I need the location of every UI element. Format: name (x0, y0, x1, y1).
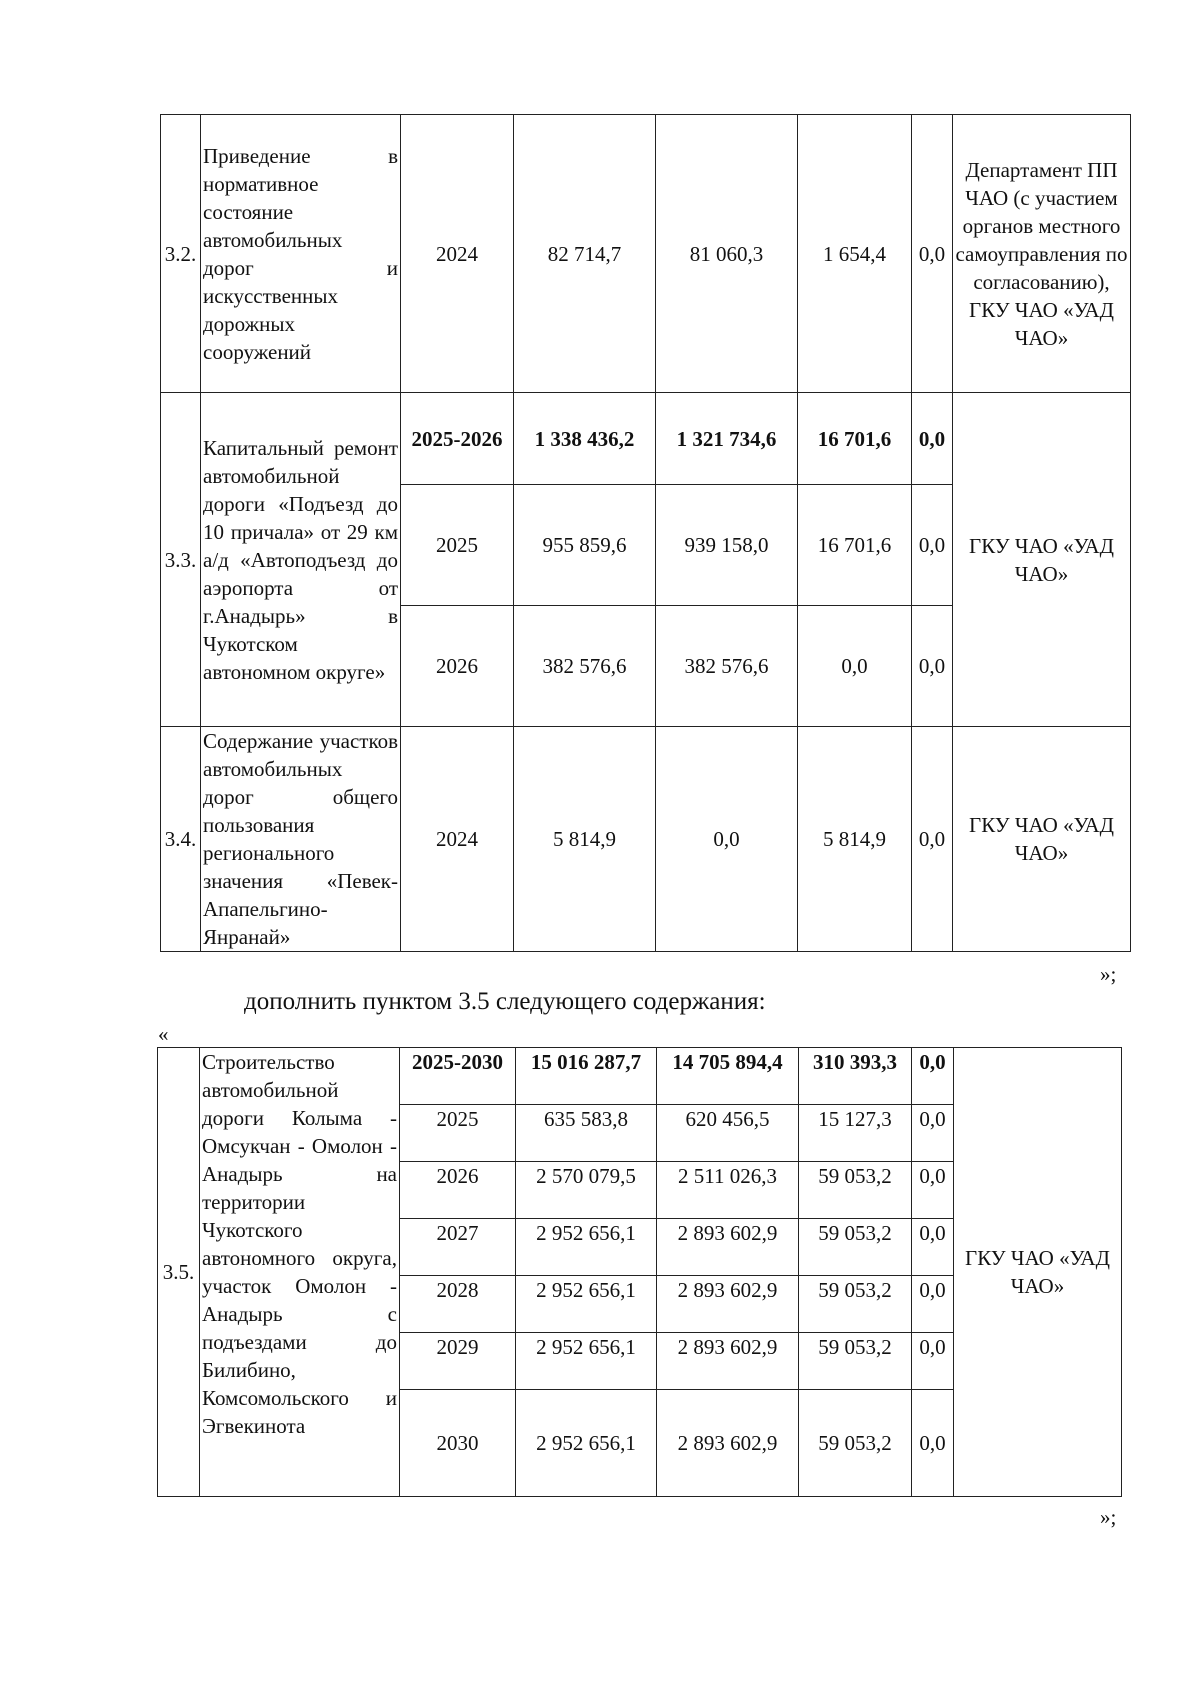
total-cell: 955 859,6 (514, 485, 656, 606)
federal-budget-cell: 1 321 734,6 (656, 393, 798, 485)
regional-budget-cell: 15 127,3 (799, 1105, 912, 1162)
measure-name: Строительство автомобильной дороги Колыма - Омсукчан - Омолон - Анадырь на территории Чукотского автономного округа, участок Омолон - Анадырь с подъездами до Билибино, Комсомольского и Эгвекинота (200, 1048, 400, 1497)
opening-quote: « (158, 1022, 169, 1046)
other-sources-cell: 0,0 (912, 1162, 954, 1219)
table-row-3-5-total (158, 1048, 1122, 1105)
total-cell: 2 952 656,1 (516, 1276, 657, 1333)
federal-budget-cell: 939 158,0 (656, 485, 798, 606)
year-cell: 2024 (401, 115, 514, 393)
total-cell: 635 583,8 (516, 1105, 657, 1162)
regional-budget-cell: 5 814,9 (798, 727, 912, 952)
responsible-executor: ГКУ ЧАО «УАД ЧАО» (954, 1048, 1122, 1497)
table-row-3-2 (161, 115, 1131, 393)
year-cell: 2026 (401, 606, 514, 727)
measure-name: Приведение в нормативное состояние автомобильных дорог и искусственных дорожных сооружений (201, 115, 401, 393)
federal-budget-cell: 2 893 602,9 (657, 1390, 799, 1497)
regional-budget-cell: 59 053,2 (799, 1219, 912, 1276)
regional-budget-cell: 310 393,3 (799, 1048, 912, 1105)
year-cell: 2024 (401, 727, 514, 952)
total-cell: 5 814,9 (514, 727, 656, 952)
responsible-executor: ГКУ ЧАО «УАД ЧАО» (953, 393, 1131, 727)
regional-budget-cell: 59 053,2 (799, 1162, 912, 1219)
regional-budget-cell: 0,0 (798, 606, 912, 727)
federal-budget-cell: 2 893 602,9 (657, 1219, 799, 1276)
other-sources-cell: 0,0 (912, 1333, 954, 1390)
total-cell: 15 016 287,7 (516, 1048, 657, 1105)
regional-budget-cell: 59 053,2 (799, 1390, 912, 1497)
total-cell: 1 338 436,2 (514, 393, 656, 485)
other-sources-cell: 0,0 (912, 1048, 954, 1105)
federal-budget-cell: 2 893 602,9 (657, 1333, 799, 1390)
year-cell: 2025 (400, 1105, 516, 1162)
total-cell: 2 952 656,1 (516, 1333, 657, 1390)
federal-budget-cell: 620 456,5 (657, 1105, 799, 1162)
total-cell: 2 952 656,1 (516, 1219, 657, 1276)
federal-budget-cell: 382 576,6 (656, 606, 798, 727)
total-cell: 82 714,7 (514, 115, 656, 393)
other-sources-cell: 0,0 (912, 1390, 954, 1497)
regional-budget-cell: 16 701,6 (798, 393, 912, 485)
other-sources-cell: 0,0 (912, 1105, 954, 1162)
row-number: 3.5. (158, 1048, 200, 1497)
federal-budget-cell: 81 060,3 (656, 115, 798, 393)
year-cell: 2026 (400, 1162, 516, 1219)
other-sources-cell: 0,0 (912, 727, 953, 952)
measure-name: Капитальный ремонт автомобильной дороги «Подъезд до 10 причала» от 29 км а/д «Автоподъезд до аэропорта от г.Анадырь» в Чукотском автономном округе» (201, 393, 401, 727)
federal-budget-cell: 14 705 894,4 (657, 1048, 799, 1105)
other-sources-cell: 0,0 (912, 1219, 954, 1276)
regional-budget-cell: 16 701,6 (798, 485, 912, 606)
other-sources-cell: 0,0 (912, 393, 953, 485)
total-cell: 2 570 079,5 (516, 1162, 657, 1219)
responsible-executor: Департамент ПП ЧАО (с участием органов местного самоуправления по согласованию), ГКУ ЧАО «УАД ЧАО» (953, 115, 1131, 393)
program-table-part-2 (157, 1047, 1122, 1497)
total-cell: 2 952 656,1 (516, 1390, 657, 1497)
amendment-text: дополнить пунктом 3.5 следующего содержания: (244, 988, 766, 1015)
responsible-executor: ГКУ ЧАО «УАД ЧАО» (953, 727, 1131, 952)
other-sources-cell: 0,0 (912, 115, 953, 393)
year-cell: 2025-2026 (401, 393, 514, 485)
row-number: 3.3. (161, 393, 201, 727)
row-number: 3.2. (161, 115, 201, 393)
federal-budget-cell: 2 511 026,3 (657, 1162, 799, 1219)
regional-budget-cell: 59 053,2 (799, 1333, 912, 1390)
year-cell: 2029 (400, 1333, 516, 1390)
year-cell: 2027 (400, 1219, 516, 1276)
table-row-3-3-total (161, 393, 1131, 485)
federal-budget-cell: 0,0 (656, 727, 798, 952)
row-number: 3.4. (161, 727, 201, 952)
regional-budget-cell: 59 053,2 (799, 1276, 912, 1333)
federal-budget-cell: 2 893 602,9 (657, 1276, 799, 1333)
year-cell: 2025-2030 (400, 1048, 516, 1105)
year-cell: 2025 (401, 485, 514, 606)
other-sources-cell: 0,0 (912, 606, 953, 727)
closing-quote: »; (1100, 1505, 1117, 1529)
year-cell: 2030 (400, 1390, 516, 1497)
total-cell: 382 576,6 (514, 606, 656, 727)
other-sources-cell: 0,0 (912, 1276, 954, 1333)
other-sources-cell: 0,0 (912, 485, 953, 606)
program-table-part-1 (160, 114, 1131, 952)
measure-name: Содержание участков автомобильных дорог общего пользования регионального значения «Певек-Апапельгино-Янранай» (201, 727, 401, 952)
table-row-3-4 (161, 727, 1131, 952)
closing-quote: »; (1100, 962, 1117, 986)
year-cell: 2028 (400, 1276, 516, 1333)
regional-budget-cell: 1 654,4 (798, 115, 912, 393)
